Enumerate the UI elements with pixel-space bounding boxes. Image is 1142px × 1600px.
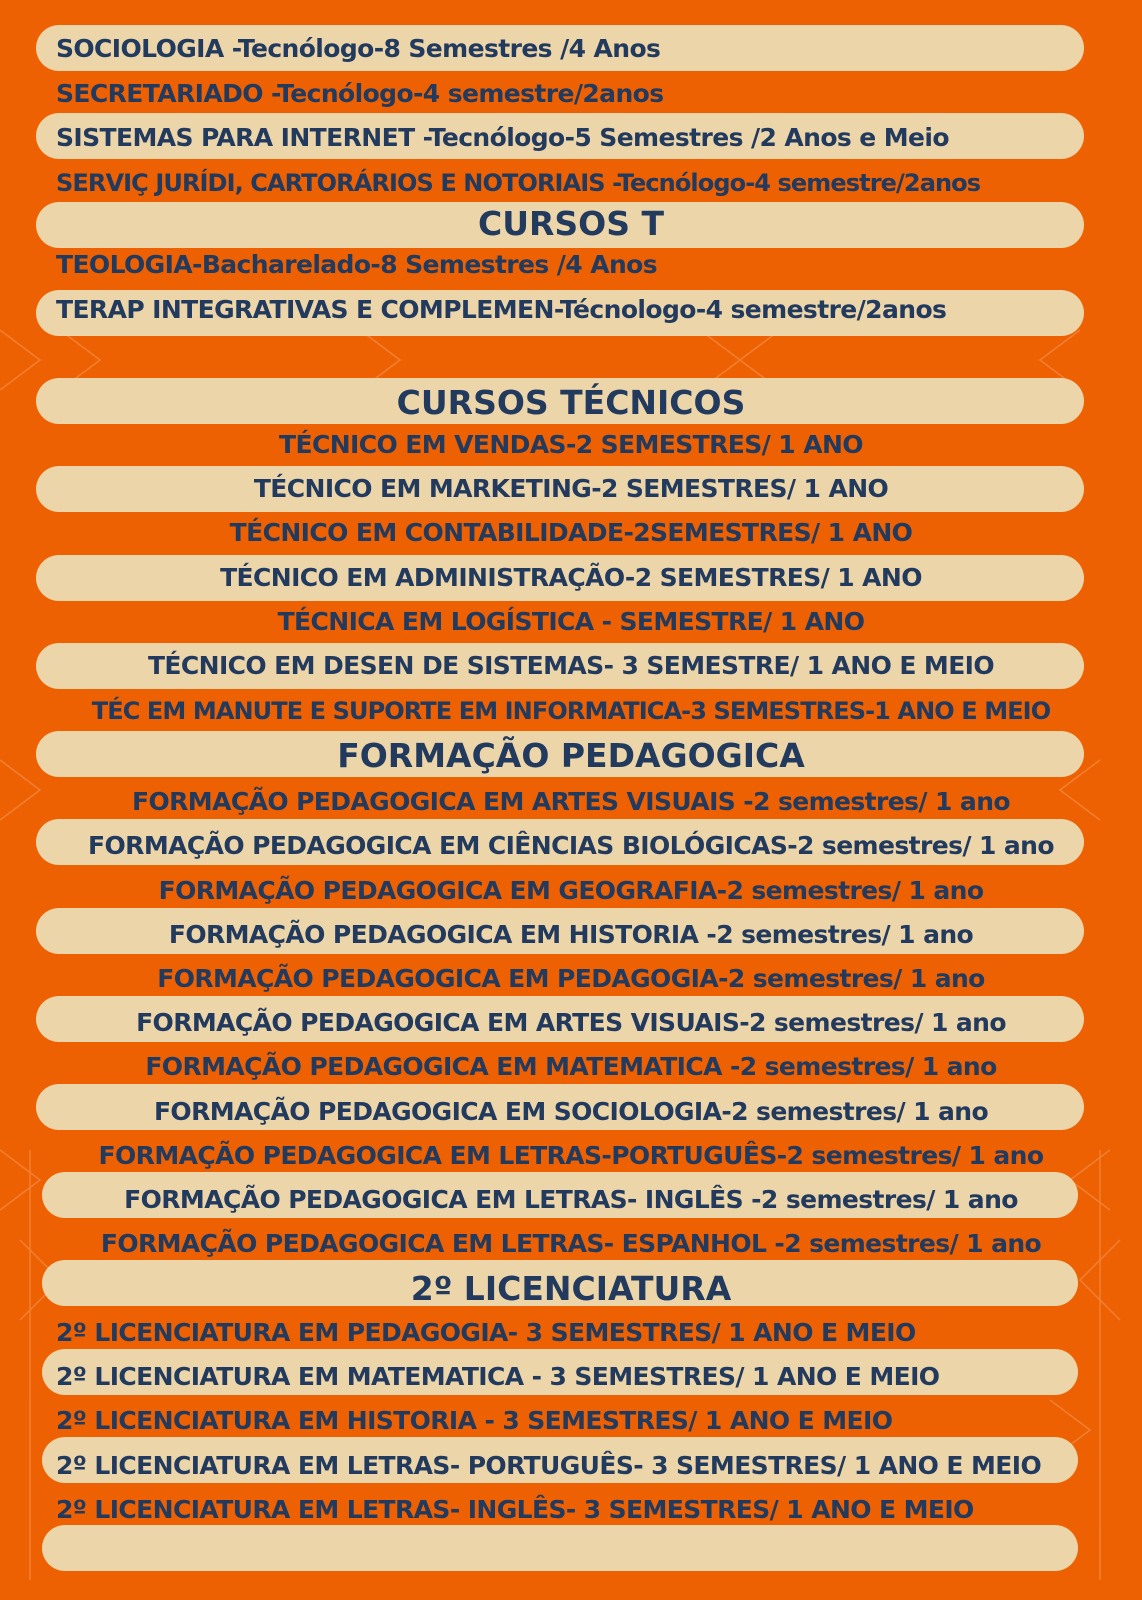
course-line: FORMAÇÃO PEDAGOGICA EM MATEMATICA -2 semestres/ 1 ano [145, 1052, 997, 1081]
course-line: 2º LICENCIATURA EM LETRAS- PORTUGUÊS- 3 SEMESTRES/ 1 ANO E MEIO [56, 1451, 1042, 1480]
course-line: 2º LICENCIATURA EM MATEMATICA - 3 SEMESTRES/ 1 ANO E MEIO [56, 1362, 940, 1391]
course-line: TÉCNICA EM LOGÍSTICA - SEMESTRE/ 1 ANO [277, 607, 865, 636]
course-line: FORMAÇÃO PEDAGOGICA EM CIÊNCIAS BIOLÓGICAS-2 semestres/ 1 ano [88, 831, 1054, 860]
course-line: SERVIÇ JURÍDI, CARTORÁRIOS E NOTORIAIS -Tecnólogo-4 semestre/2anos [56, 169, 981, 197]
course-line: FORMAÇÃO PEDAGOGICA EM PEDAGOGIA-2 semestres/ 1 ano [157, 964, 985, 993]
course-line: 2º LICENCIATURA EM PEDAGOGIA- 3 SEMESTRES/ 1 ANO E MEIO [56, 1318, 916, 1347]
course-line: 2º LICENCIATURA EM LETRAS- INGLÊS- 3 SEMESTRES/ 1 ANO E MEIO [56, 1495, 974, 1524]
course-line: TÉCNICO EM DESEN DE SISTEMAS- 3 SEMESTRE/ 1 ANO E MEIO [147, 651, 995, 680]
course-line: SISTEMAS PARA INTERNET -Tecnólogo-5 Semestres /2 Anos e Meio [56, 123, 949, 152]
section-heading: CURSOS TÉCNICOS [396, 383, 746, 422]
course-line: TÉCNICO EM CONTABILIDADE-2SEMESTRES/ 1 ANO [229, 518, 913, 547]
course-line: TEOLOGIA-Bacharelado-8 Semestres /4 Anos [56, 250, 658, 279]
section-heading: FORMAÇÃO PEDAGOGICA [337, 736, 805, 775]
pill-bar [42, 1525, 1078, 1571]
course-line: 2º LICENCIATURA EM HISTORIA - 3 SEMESTRES/ 1 ANO E MEIO [56, 1406, 893, 1435]
course-line: FORMAÇÃO PEDAGOGICA EM HISTORIA -2 semestres/ 1 ano [168, 920, 974, 949]
section-heading: CURSOS T [477, 204, 664, 243]
course-line: TÉCNICO EM ADMINISTRAÇÃO-2 SEMESTRES/ 1 ANO [220, 563, 922, 592]
course-line: FORMAÇÃO PEDAGOGICA EM GEOGRAFIA-2 semestres/ 1 ano [158, 876, 984, 905]
course-line: FORMAÇÃO PEDAGOGICA EM ARTES VISUAIS-2 semestres/ 1 ano [136, 1008, 1006, 1037]
course-line: FORMAÇÃO PEDAGOGICA EM LETRAS- INGLÊS -2 semestres/ 1 ano [124, 1185, 1018, 1214]
course-line: TÉCNICO EM VENDAS-2 SEMESTRES/ 1 ANO [279, 430, 863, 459]
section-heading: 2º LICENCIATURA [410, 1269, 732, 1308]
course-line: SOCIOLOGIA -Tecnólogo-8 Semestres /4 Anos [56, 34, 661, 63]
course-line: TÉC EM MANUTE E SUPORTE EM INFORMATICA-3 SEMESTRES-1 ANO E MEIO [91, 697, 1051, 725]
course-line: SECRETARIADO -Tecnólogo-4 semestre/2anos [56, 79, 664, 108]
course-line: FORMAÇÃO PEDAGOGICA EM SOCIOLOGIA-2 semestres/ 1 ano [153, 1097, 989, 1126]
course-line: FORMAÇÃO PEDAGOGICA EM LETRAS- ESPANHOL -2 semestres/ 1 ano [100, 1229, 1042, 1258]
course-line: TERAP INTEGRATIVAS E COMPLEMEN-Técnologo-4 semestre/2anos [56, 295, 947, 324]
course-line: TÉCNICO EM MARKETING-2 SEMESTRES/ 1 ANO [253, 474, 889, 503]
course-line: FORMAÇÃO PEDAGOGICA EM LETRAS-PORTUGUÊS-2 semestres/ 1 ano [98, 1141, 1044, 1170]
course-line: FORMAÇÃO PEDAGOGICA EM ARTES VISUAIS -2 semestres/ 1 ano [132, 787, 1010, 816]
